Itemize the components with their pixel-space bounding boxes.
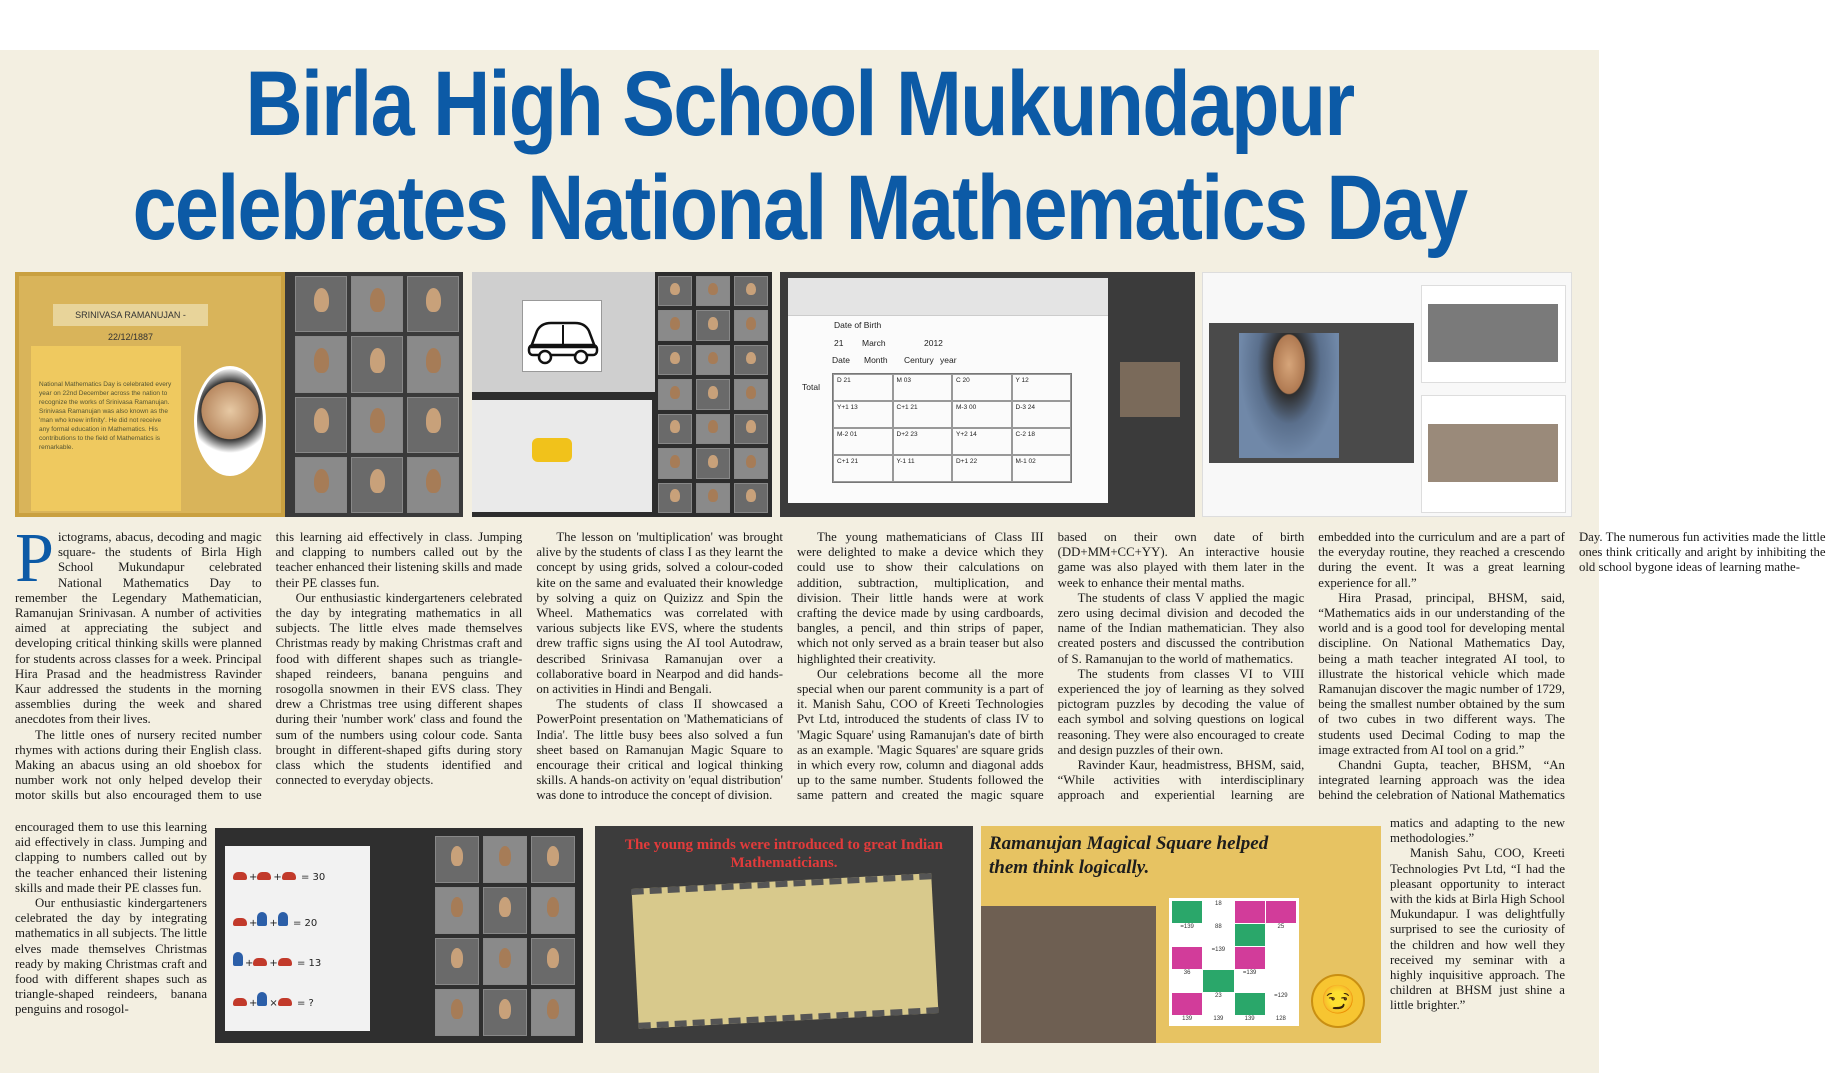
headline-line-1: Birla High School Mukundapur <box>245 53 1354 155</box>
puzzle-row: + + = 13 <box>233 952 321 969</box>
grid-cell: C 20 <box>952 374 1012 401</box>
grid-cell: Y-1 11 <box>893 455 953 482</box>
document-toolbar <box>788 278 1108 316</box>
newspaper-page <box>0 50 1826 1073</box>
article-paragraph: encouraged them to use this learning aid effectively in class. Jumping and clapping to numbers called out by the teacher enhanced their listening skills and made their PE classes fun. <box>15 820 207 895</box>
participant-tile <box>531 989 575 1036</box>
square-cell: 139 <box>1213 1016 1224 1022</box>
dob-title: Date of Birth <box>834 320 882 330</box>
equation-result: = ? <box>296 998 314 1009</box>
article-continuation-right <box>1390 816 1565 1044</box>
drop-cap: P <box>15 520 54 597</box>
slide-title: SRINIVASA RAMANUJAN - 22/12/1887 <box>53 304 208 326</box>
screenshot-small-1-content <box>1428 304 1558 362</box>
participant-tile <box>531 887 575 934</box>
grid-cell: D+2 23 <box>893 428 953 455</box>
square-cell: =139 <box>1211 947 1226 953</box>
grid-cell: D-3 24 <box>1012 401 1072 428</box>
participant-tile <box>696 414 730 444</box>
article-paragraph: Chandni Gupta, teacher, BHSM, “An integrated learning approach was the idea behind the celebration of National Mathematics Day. The numerous fun activities made the little ones think critically and aright by inhibiting the old school bygone ideas of learning mathe- <box>1318 530 1826 803</box>
square-cell <box>1266 947 1296 969</box>
autodraw-screen <box>472 272 655 392</box>
grid-cell: D 21 <box>833 374 893 401</box>
paragraph-text: ictograms, abacus, decoding and magic square- the students of Birla High School Mukundapur celebrated National Mathematics Day to remember the Legendary Mathematician, Ramanujan Srinivasan. A number of activities aimed at appreciating the subject and developing critical thinking skills were planned for students across classes for a week. Principal Hira Prasad and the headmistress Ravinder Kaur addressed the students in the morning assemblies during the week and shared anecdotes from their lives. <box>15 530 262 727</box>
participant-tile <box>483 989 527 1036</box>
square-cell: 88 <box>1215 924 1222 930</box>
equation-result: = 20 <box>292 918 318 929</box>
participant-tile <box>658 448 692 478</box>
square-cell <box>1172 947 1202 969</box>
square-cell: =139 <box>1242 970 1257 976</box>
participant-tile <box>295 397 347 453</box>
square-cell: 18 <box>1215 901 1222 907</box>
grid-cell: Y 12 <box>1012 374 1072 401</box>
participant-tile <box>407 276 459 332</box>
square-cell <box>1203 970 1233 992</box>
article-paragraph: The students of class V applied the magic zero using decimal division and decoded the name of the Indian mathematician. They also created posters and discussed the contribution of S. Ramanujan to the world of mathematics. <box>1057 590 1305 666</box>
article-paragraph <box>15 520 262 728</box>
article-paragraph: The young mathematicians of Class III were delighted to make a device which they could use to show their calculations on addition, subtraction, multiplication, and division. Their little hands were at work crafting the device made by using cardboards, bangles, a pencil, and thin strips of paper, which not only served as a brain teaser but also highlighted their creativity. <box>796 530 1044 666</box>
article-paragraph: Our enthusiastic kindergarteners celebrated the day by integrating mathematics in all subjects. The little elves made themselves Christmas ready by making Christmas craft and food with different shapes such as triangle-shaped reindeers, banana penguins and rosogol- <box>15 896 207 1017</box>
participant-tile <box>658 483 692 513</box>
square-cell: 128 <box>1275 1016 1286 1022</box>
article-paragraph: Our enthusiastic kindergarteners celebrated the day by integrating mathematics in all subjects. The little elves made themselves Christmas ready by making Christmas craft and food with different shapes such as triangle-shaped reindeers, banana penguins and rosogolla snowmen in their EVS class. They drew a Christmas tree using different shapes during their 'number work' class and found the sum of the numbers using colour code. Santa brought in different-shaped gifts during story class which the students identified and connected to everyday objects. <box>275 590 523 788</box>
thinking-emoji-icon: 😏 <box>1311 974 1365 1028</box>
grid-cell: Y+1 13 <box>833 401 893 428</box>
participant-tile <box>734 448 768 478</box>
participant-tile <box>295 457 347 513</box>
square-cell <box>1266 901 1296 923</box>
participant-tile <box>696 310 730 340</box>
autodraw-screen-2 <box>472 400 652 512</box>
shoe-icon <box>278 998 292 1006</box>
car-drawing <box>522 300 602 372</box>
participant-tile <box>658 276 692 306</box>
participant-tile <box>483 836 527 883</box>
participant-tile <box>658 345 692 375</box>
participant-tile <box>351 397 403 453</box>
magic-square-grid <box>832 373 1072 483</box>
participant-tile <box>351 276 403 332</box>
equation-result: = 13 <box>296 958 322 969</box>
screenshot-small-2 <box>1421 395 1566 513</box>
video-call-grid <box>295 276 459 513</box>
dob-year: 2012 <box>924 338 943 348</box>
square-cell <box>1235 901 1265 923</box>
participant-tile <box>531 938 575 985</box>
participant-tile <box>658 310 692 340</box>
participant-tile <box>435 938 479 985</box>
magical-square-grid <box>1169 898 1299 1026</box>
grid-cell: M-2 01 <box>833 428 893 455</box>
square-cell: =139 <box>1180 924 1194 930</box>
participant-tile <box>658 414 692 444</box>
screenshot-small-2-content <box>1428 424 1558 482</box>
participant-tile <box>351 336 403 392</box>
grid-cell: D+1 22 <box>952 455 1012 482</box>
students-photo <box>981 906 1156 1043</box>
participant-tile <box>696 276 730 306</box>
participant-tile <box>435 836 479 883</box>
child-icon <box>233 952 243 966</box>
grid-cell: M-1 02 <box>1012 455 1072 482</box>
participant-tile <box>696 379 730 409</box>
participant-tile <box>734 276 768 306</box>
video-call-grid <box>658 276 768 513</box>
participant-tile <box>734 379 768 409</box>
dob-day: 21 <box>834 338 844 348</box>
article-body <box>15 520 1826 818</box>
grid-cell: Y+2 14 <box>952 428 1012 455</box>
square-cell: 25 <box>1277 924 1285 930</box>
label-year: year <box>940 355 957 365</box>
article-paragraph: Manish Sahu, COO, Kreeti Technologies Pvt Ltd, “I had the pleasant opportunity to interact with the kids at Birla High School Mukundapur. I was delightfully surprised to see the curiosity of the children and how well they received my seminar with a highly inquisitive approach. The children at BHSM just shine a little brighter.” <box>1390 846 1565 1013</box>
article-paragraph: Ravinder Kaur, headmistress, BHSM, said, “While activities with interdisciplinary approach and experiential learning are embedded into the curriculum and are a part of the everyday routine, they reached a crescendo during the event. It was a great learning experience for all.” <box>1057 530 1565 803</box>
participant-tile <box>483 887 527 934</box>
article-paragraph: The lesson on 'multiplication' was brought alive by the students of class I as they learnt the concept by using grids, solved a colour-coded kite on the same and evaluated their knowledge by solving a quiz on Quizizz and Spin the Wheel. Mathematics was correlated with various subjects like EVS, where the students drew traffic signs using the AI tool Autodraw, described Srinivasa Ramanujan over a collaborative board in Nearpod and did hands-on activities in Hindi and Bengali. <box>536 530 783 697</box>
participant-tile <box>351 457 403 513</box>
participant-tile <box>696 448 730 478</box>
shoe-icon <box>253 958 267 966</box>
participant-tile <box>295 336 347 392</box>
video-call-grid <box>435 836 575 1036</box>
square-cell: 23 <box>1215 993 1222 999</box>
square-cell <box>1266 970 1296 992</box>
article-paragraph: Our celebrations become all the more special when our parent community is a part of it. Manish Sahu, COO of Kreeti Technologies Pvt Ltd, introduced the students of class IV to 'Magic Square' using Ramanujan's date of birth as an example. 'Magic Squares' are square grids in which every row, column and diagonal adds up to the same number. Students followed the same pattern and created the magic square based on their own date of birth (DD+MM+CC+YY). An interactive housie game was also played with them later in the week to enhance their mental maths. <box>796 530 1305 803</box>
photo-autodraw <box>472 272 772 517</box>
photo-magic-square-sheet <box>780 272 1195 517</box>
participant-tile <box>407 397 459 453</box>
shoe-icon <box>233 872 247 880</box>
participant-tile <box>734 310 768 340</box>
child-icon <box>278 912 288 926</box>
car-icon <box>523 301 603 373</box>
puzzle-row: + + = 30 <box>233 872 325 883</box>
puzzle-row: + × = ? <box>233 992 314 1009</box>
square-cell: 139 <box>1182 1016 1193 1022</box>
grid-cell: M-3 00 <box>952 401 1012 428</box>
square-cell <box>1235 993 1265 1015</box>
article-paragraph: matics and adapting to the new methodologies.” <box>1390 816 1565 846</box>
participant-tile <box>696 345 730 375</box>
square-cell <box>1235 924 1265 946</box>
magical-square-caption: Ramanujan Magical Square helped them think logically. <box>989 833 1269 878</box>
child-icon <box>257 992 267 1006</box>
participant-tile <box>734 345 768 375</box>
participant-tile <box>734 483 768 513</box>
square-cell: 36 <box>1183 970 1191 976</box>
dob-month: March <box>862 338 886 348</box>
label-century: Century <box>904 355 934 365</box>
screenshot-small-1 <box>1421 285 1566 383</box>
film-strip-graphic <box>632 873 939 1029</box>
taxi-drawing <box>532 438 572 462</box>
square-cell <box>1172 901 1202 923</box>
photo-student-video-call <box>1202 272 1572 517</box>
grid-cell: M 03 <box>893 374 953 401</box>
participant-tile <box>435 989 479 1036</box>
presentation-caption: The young minds were introduced to great Indian Mathematicians. <box>625 837 943 871</box>
shoe-icon <box>282 872 296 880</box>
participant-tile <box>658 379 692 409</box>
participant-tile <box>483 938 527 985</box>
participant-tile <box>734 414 768 444</box>
photo-pictogram-puzzle <box>215 828 583 1043</box>
article-paragraph: The students from classes VI to VIII experienced the joy of learning as they solved pictogram puzzles by decoding the value of each symbol and solving questions on logical reasoning. They were also encouraged to create and design puzzles of their own. <box>1057 666 1305 757</box>
ramanujan-portrait <box>194 366 266 476</box>
student-video <box>1209 323 1414 463</box>
headline-line-2: celebrates National Mathematics Day <box>132 157 1467 259</box>
presenter-camera <box>1120 362 1180 417</box>
slide-text: National Mathematics Day is celebrated every year on 22nd December across the nation to recognize the works of Srinivasa Ramanujan. Srinivasa Ramanujan was also known as the 'man who knew infinity'. He did not receive any formal education in Mathematics. His contributions to the field of Mathematics is remarkable. <box>31 346 181 511</box>
grid-cell: C+1 21 <box>833 455 893 482</box>
photo-magical-square <box>981 826 1381 1043</box>
square-cell: =129 <box>1274 993 1288 999</box>
label-total: Total <box>802 382 820 392</box>
puzzle-row: + + = 20 <box>233 912 317 929</box>
square-cell <box>1172 993 1202 1015</box>
article-paragraph: The little ones of nursery recited number rhymes with actions during their English class. Making an abacus using an old shoebox for number work not only helped develop their motor skills but also encouraged them to use this learning aid effectively in class. Jumping and clapping to numbers called out by the teacher enhanced their listening skills and made their PE classes fun. <box>15 530 523 803</box>
shoe-icon <box>257 872 271 880</box>
magic-square-document <box>788 278 1108 503</box>
shoe-icon <box>233 918 247 926</box>
photo-ramanujan-slide <box>15 272 463 517</box>
grid-cell: C+1 21 <box>893 401 953 428</box>
photo-mathematicians-presentation <box>595 826 973 1043</box>
shoe-icon <box>233 998 247 1006</box>
headline <box>0 50 1599 265</box>
article-paragraph: The students of class II showcased a PowerPoint presentation on 'Mathematicians of India'. The little busy bees also solved a fun sheet based on Ramanujan Magic Square to encourage their critical and logical thinking skills. A hands-on activity on 'equal distribution' was done to introduce the concept of division. <box>536 697 783 803</box>
pictogram-puzzle <box>225 846 370 1031</box>
shoe-icon <box>278 958 292 966</box>
equation-result: = 30 <box>300 872 326 883</box>
ramanujan-slide <box>15 272 285 517</box>
participant-tile <box>295 276 347 332</box>
label-month: Month <box>864 355 888 365</box>
participant-tile <box>696 483 730 513</box>
square-cell: 139 <box>1244 1016 1255 1022</box>
child-icon <box>257 912 267 926</box>
grid-cell: C-2 18 <box>1012 428 1072 455</box>
participant-tile <box>435 887 479 934</box>
participant-tile <box>407 457 459 513</box>
article-paragraph: Hira Prasad, principal, BHSM, said, “Mathematics aids in our understanding of the world and is a good tool for developing mental discipline. On National Mathematics Day, being a math teacher integrated AI tool, to illustrate the historical vehicle which made Ramanujan discover the magic number of 1729, being the smallest number obtained by the sum of two cubes in two different ways. The students used Decimal Coding to map the image extracted from AI tool on a grid.” <box>1318 590 1565 757</box>
participant-tile <box>531 836 575 883</box>
participant-tile <box>407 336 459 392</box>
article-continuation-left <box>15 820 207 1042</box>
label-date: Date <box>832 355 850 365</box>
square-cell <box>1235 947 1265 969</box>
student-figure <box>1239 333 1339 458</box>
